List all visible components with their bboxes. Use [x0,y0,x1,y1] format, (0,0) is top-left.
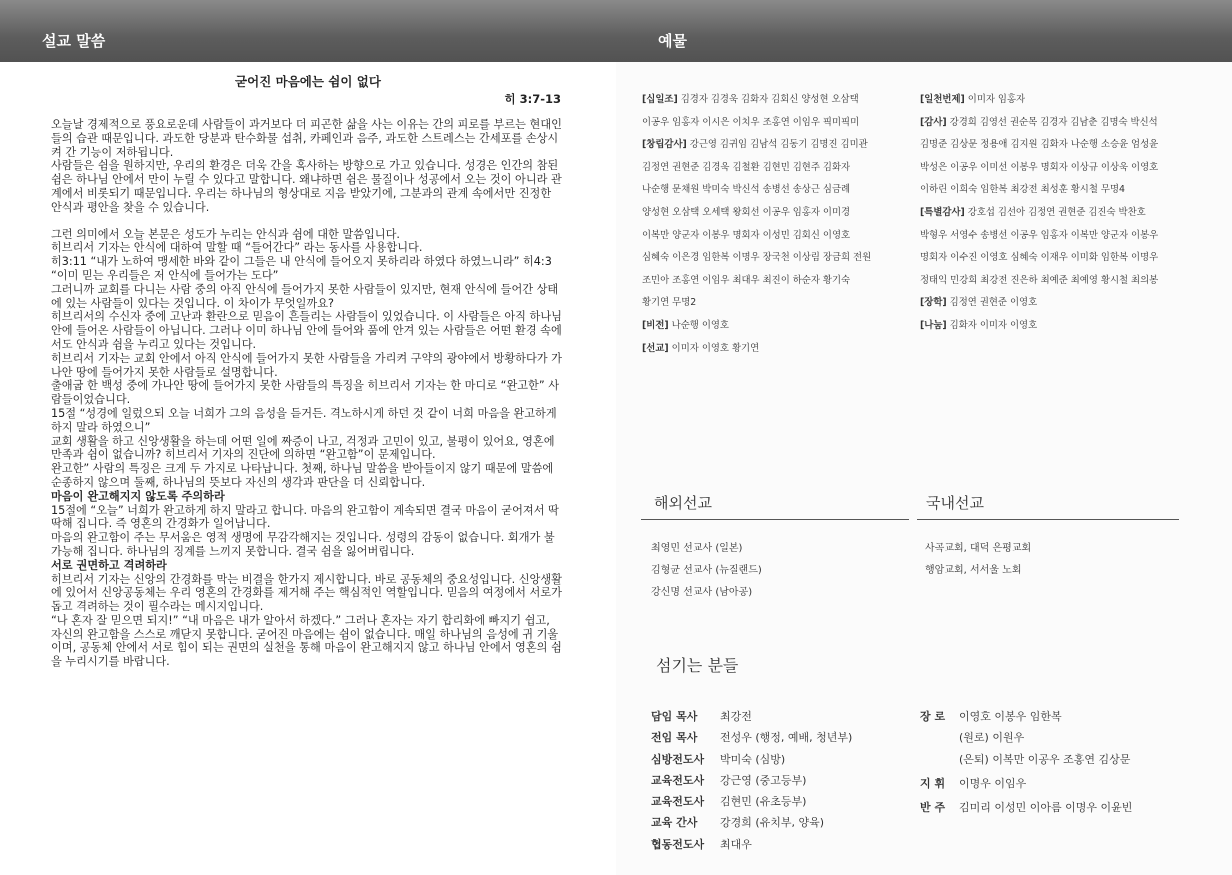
staff-names: 이명우 이임우 [959,776,1027,790]
overseas-missionary: 김형균 선교사 (뉴질랜드) [651,565,762,576]
offering-category: [장학] [920,297,947,309]
offering-names: 심혜숙 이은경 임한복 이명우 장국천 이상림 장금희 전원 [642,252,872,264]
staff-role: 심방전도사 [651,752,705,766]
domestic-mission-title: 국내선교 [926,494,984,512]
offering-row [642,202,914,225]
offering-row [920,134,1205,157]
offering-names: 강근영 김귀임 김남석 김동기 김명진 김미관 [686,139,868,151]
staff-role: 교육전도사 [651,795,705,809]
sermon-paragraph: 마음의 완고함이 주는 무서움은 영적 생명에 무감각해지는 것입니다. 성령의 감동이 없습니다. 회개가 불가능해 집니다. 하나님의 징계를 느끼지 못합니다. 결국 쉼을 잃어버립니다. [51,531,555,558]
offering-row [642,338,914,361]
domestic-divider [917,519,1179,520]
sermon-reference: 히 3:7-13 [504,92,561,106]
staff-row [651,770,852,791]
offering-names: 김정연 권현준 김경욱 김철환 김현민 김현주 김화자 [642,161,851,173]
sermon-paragraph: 완고한” 사람의 특징은 크게 두 가지로 나타납니다. 첫째, 하나님 말씀을 받아들이지 않기 때문에 말씀에 순종하지 않으며 둘째, 하나님의 뜻보다 자신의 생각과 판단을 더 신뢰합니다. [51,462,554,489]
staff-row [651,706,852,727]
offering-row [920,225,1205,248]
staff-role: 반 주 [920,801,946,815]
staff-row [651,791,852,812]
offering-category: [비전] [642,319,669,331]
sermon-paragraph: 그러니까 교회를 다니는 사람 중의 아직 안식에 들어가지 못한 사람들이 있지만, 현재 안식에 들어간 상태에 있는 사람들이 있다는 것입니다. 이 차이가 무엇일까요? [51,282,559,310]
sermon-paragraph: 히브리서 기자는 안식에 대하여 말할 때 “들어간다” 라는 동사를 사용합니다. [51,241,423,255]
offering-names: 강호섭 김선아 김정연 권현준 김진숙 박찬호 [964,206,1146,218]
offering-row [642,112,914,135]
offering-row [920,157,1205,180]
sermon-paragraph: 교회 생활을 하고 신앙생활을 하는데 어떤 일에 짜증이 나고, 걱정과 고민이 있고, 불평이 있어요, 영혼에 만족과 쉼이 없습니까? 히브리서 기자의 진단에 의하면 “완고함”이 문제입니다. [51,434,555,462]
offering-row [642,270,914,293]
offering-category: [십일조] [642,94,678,105]
section-header-band [616,0,1232,62]
section-title: 설교 말씀 [42,32,106,50]
staff-names: 강경희 (유치부, 양육) [720,816,825,830]
sermon-paragraph: 사람들은 쉼을 원하지만, 우리의 환경은 더욱 간을 혹사하는 방향으로 가고 있습니다. 성경은 인간의 참된 쉼은 하나님 안에서 만이 누릴 수 있다고 말합니다. 왜냐하면 쉼은 물질이나 성공에서 오는 것이 아니라 관계에서 비롯되기 때문입니다. 우리는 하나님의 형상대로 지음 받았기에, 그분과의 관계 속에서만 진정한 안식과 평안을 찾을 수 있습니다. [51,159,562,214]
staff-names: 강근영 (중고등부) [720,773,807,787]
offering-row [920,270,1205,293]
offering-category: [창립감사] [642,139,687,151]
section-title: 예물 [658,32,687,50]
offering-names: 조민아 조홍연 이임우 최대우 최진이 하순자 황기숙 [642,274,851,286]
staff-names: 김현민 (유초등부) [720,795,807,809]
staff-role: 교육전도사 [651,773,705,787]
sermon-paragraph: 15절에 “오늘” 너희가 완고하게 하지 말라고 합니다. 마음의 완고함이 계속되면 결국 마음이 굳어져서 딱딱해 집니다. 즉 영혼의 간경화가 일어납니다. [51,503,559,531]
staff-row [651,812,852,833]
offering-names: 나순행 문채원 박미숙 박신석 송병선 송상근 심금례 [642,184,851,196]
sermon-paragraph: 히3:11 “내가 노하여 맹세한 바와 같이 그들은 내 안식에 들어오지 못하리라 하였다 하였느니라” 히4:3 “이미 믿는 우리들은 저 안식에 들어가는 도다” [51,255,552,282]
domestic-mission-list [925,538,1031,582]
sermon-paragraph: 히브리서의 수신자 중에 고난과 환란으로 믿음이 흔들리는 사람들이 있었습니다. 이 사람들은 아직 하나님 안에 들어온 사람들이 아닙니다. 그러나 이미 하나님 안에 들어와 품에 안겨 있는 사람들은 어떤 환경 속에서도 안식과 쉼을 누리고 있다는 것입니다. [51,310,562,351]
offering-names: 이공우 임홍자 이시은 이치우 조홍연 이임우 픽미픽미 [642,116,860,128]
offering-names: 이복만 양군자 이봉우 명회자 이성민 김회신 이영호 [642,229,851,241]
staff-column-1 [651,706,852,855]
offering-names: 나순행 이영호 [668,319,729,331]
staff-row-conductor [920,773,1132,794]
offering-names: 김명준 김상문 정용애 김지원 김화자 나순행 소승윤 엄성윤 [920,139,1159,151]
staff-names: 박미숙 (심방) [720,752,786,766]
sermon-body [51,118,563,669]
staff-names: 이영호 이봉우 임한복 [959,710,1062,723]
offerings-column-1 [642,89,914,360]
staff-row [651,834,852,855]
staff-role: 교육 간사 [651,816,698,830]
overseas-mission-title: 해외선교 [654,494,712,512]
sermon-subheading: 서로 권면하고 격려하라 [51,558,167,572]
offering-category: [선교] [642,342,669,354]
offering-names: 이하린 이희숙 임한복 최강전 최성훈 황시철 무명4 [920,184,1125,196]
offering-names: 박형우 서영수 송병선 이공우 임홍자 이복만 양군자 이봉우 [920,229,1159,241]
domestic-church: 사곡교회, 대덕 은평교회 [925,543,1032,554]
offering-category: [일천번제] [920,94,965,105]
sermon-paragraph: 15절 “성경에 일렀으되 오늘 너희가 그의 음성을 듣거든. 격노하시게 하던 것 같이 너희 마음을 완고하게 하지 말라 하였으니” [51,406,557,434]
offering-names: 황기연 무명2 [642,297,697,309]
sermon-paragraph: “나 혼자 잘 믿으면 되지!” “내 마음은 내가 알아서 하겠다.” 그러나 혼자는 자기 합리화에 빠지기 쉽고, 자신의 완고함을 스스로 깨닫지 못합니다. 굳어진 마음에는 쉼이 없습니다. 매일 하나님의 음성에 귀 기울이며, 공동체 안에서 서로 힘이 되는 권면의 실천을 통해 마음이 완고해지지 않고 하나님 안에서 영혼의 쉼을 누리시기를 바랍니다. [51,613,562,669]
offering-row [642,179,914,202]
staff-role: 담임 목사 [651,710,698,723]
offering-row [920,179,1205,202]
staff-role: 지 휘 [920,776,946,790]
staff-row-elders [920,706,1132,727]
staff-row [651,749,852,770]
staff-title: 섬기는 분들 [656,656,739,675]
staff-role: 전임 목사 [651,731,698,745]
offering-names: 이미자 임홍자 [964,94,1026,105]
offering-names: 이미자 이영호 황기연 [668,342,760,354]
offering-names: 김화자 이미자 이영호 [946,319,1038,331]
overseas-missionary: 강신명 선교사 (남아공) [651,587,753,598]
offering-row [642,315,914,338]
staff-row-accompanist [920,797,1132,818]
staff-role: 장 로 [920,710,946,723]
offering-names: 명회자 이수진 이영호 심혜숙 이재우 이미화 임한복 이명우 [920,252,1159,264]
offering-names: 박성은 이공우 이미선 이봉우 명회자 이상규 이상욱 이영호 [920,161,1159,173]
sermon-paragraph: 히브리서 기자는 교회 안에서 아직 안식에 들어가지 못한 사람들을 가리켜 구약의 광야에서 방황하다가 가나안 땅에 들어가지 못한 사람들로 설명합니다. [51,351,562,379]
section-header-band [0,0,616,62]
sermon-paragraph: 히브리서 기자는 신앙의 간경화를 막는 비결을 한가지 제시합니다. 바로 공동체의 중요성입니다. 신앙생활에 있어서 신앙공동체는 우리 영혼의 간경화를 제거해 주는 핵심적인 역할입니다. 믿음의 여정에서 서로가 돕고 격려하는 것이 필수라는 메시지입니다. [51,572,562,614]
offering-row [920,315,1205,338]
offering-row [642,157,914,180]
offering-row [642,247,914,270]
staff-names: 김미리 이성민 이아름 이명우 이윤빈 [959,801,1133,815]
staff-names: 최강전 [720,710,752,723]
sermon-paragraph: 그런 의미에서 오늘 본문은 성도가 누리는 안식과 쉼에 대한 말씀입니다. [51,227,400,241]
staff-names: 최대우 [720,837,752,851]
offering-row [642,225,914,248]
staff-names: 전성우 (행정, 예배, 청년부) [720,731,853,745]
sermon-paragraph: 출애굽 한 백성 중에 가나안 땅에 들어가지 못한 사람들의 특징을 히브리서 기자는 한 마디로 “완고한” 사람들이었습니다. [51,379,560,407]
offering-category: [특별감사] [920,206,965,218]
offering-row [920,112,1205,135]
offering-names: 강경희 김영선 권순목 김경자 김남춘 김명숙 박신석 [946,116,1158,128]
offering-names: 김경자 김경욱 김화자 김회신 양성현 오삼택 [677,94,859,105]
sermon-paragraph: 오늘날 경제적으로 풍요로운데 사람들이 과거보다 더 피곤한 삶을 사는 이유는 간의 피로를 부르는 현대인들의 습관 때문입니다. 과도한 당분과 탄수화물 섭취, 카페인과 음주, 과도한 스트레스는 간세포를 손상시켜 간 기능이 저하됩니다. [51,118,562,159]
staff-role: 협동전도사 [651,837,705,851]
staff-elders-emeritus: (원로) 이원우 [959,731,1025,745]
offering-row [920,89,1205,112]
offering-row [920,247,1205,270]
offering-row [920,202,1205,225]
staff-elders-retired: (은퇴) 이복만 이공우 조홍연 김상문 [959,752,1131,766]
offering-row [642,292,914,315]
offering-names: 양성현 오삼택 오세택 왕회선 이공우 임홍자 이미경 [642,206,851,218]
staff-column-2 [920,706,1132,818]
offering-category: [나눔] [920,319,947,331]
offering-row [920,292,1205,315]
offerings-column-2 [920,89,1205,338]
sermon-subheading: 마음이 완고해지지 않도록 주의하라 [51,489,225,503]
sermon-title: 굳어진 마음에는 쉼이 없다 [235,74,381,89]
offering-category: [감사] [920,116,947,128]
overseas-missionary: 최영민 선교사 (일본) [651,543,743,554]
overseas-divider [641,519,909,520]
domestic-church: 행암교회, 서서울 노회 [925,565,1022,576]
staff-row [651,727,852,748]
offering-row [642,134,914,157]
offering-row [642,89,914,112]
overseas-mission-list [651,538,762,604]
offering-names: 정태익 민강희 최강전 진은하 최예준 최예영 황시철 최의봉 [920,274,1159,286]
offering-names: 김정연 권현준 이영호 [946,297,1038,309]
